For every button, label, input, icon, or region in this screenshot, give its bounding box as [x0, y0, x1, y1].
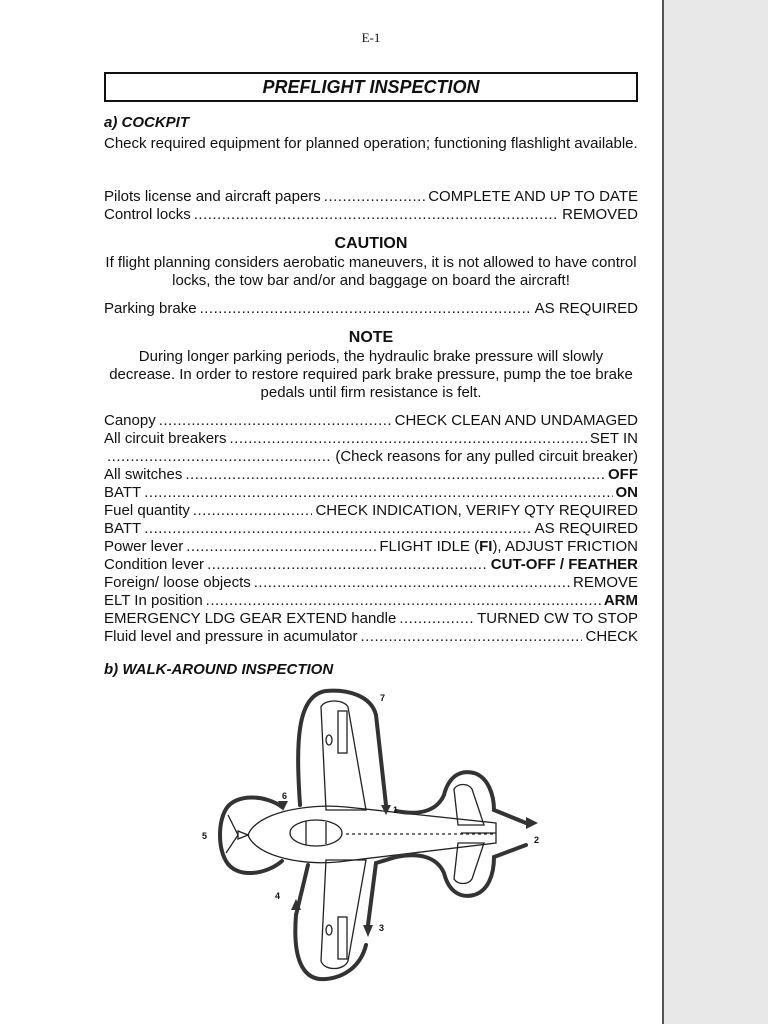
step-label-1: 1 — [393, 805, 399, 815]
caution-heading: CAUTION — [334, 235, 408, 252]
row-value: CUT-OFF / FEATHER — [490, 556, 638, 573]
side-panel — [662, 0, 768, 1024]
row-label: Fluid level and pressure in acumulator — [104, 628, 358, 645]
row-label: Control locks — [104, 206, 191, 223]
caution-text: If flight planning considers aerobatic maneuvers, it is not allowed to have control locks, the tow bar and/or and baggage on board the aircraft! — [105, 254, 637, 289]
row-label: All switches — [104, 466, 183, 483]
row-value: REMOVED — [562, 206, 638, 223]
checklist-row — [104, 556, 638, 574]
checklist-row — [104, 188, 638, 206]
row-value-part: ), ADJUST FRICTION — [492, 538, 638, 555]
checklist-row — [104, 484, 638, 502]
row-value: AS REQUIRED — [534, 520, 638, 537]
checklist-row — [104, 592, 638, 610]
step-label-2: 2 — [534, 835, 540, 845]
checklist-row — [104, 412, 638, 430]
step-label-3: 3 — [379, 923, 385, 933]
walkaround-diagram — [196, 685, 560, 985]
aircraft-outline — [226, 701, 496, 969]
checklist-row — [104, 300, 638, 318]
row-label: EMERGENCY LDG GEAR EXTEND handle — [104, 610, 397, 627]
checklist-row — [104, 502, 638, 520]
checklist-row — [104, 466, 638, 484]
cockpit-intro: Check required equipment for planned operation; functioning flashlight available. — [104, 135, 638, 152]
row-label: Pilots license and aircraft papers — [104, 188, 321, 205]
row-label: BATT — [104, 484, 142, 501]
row-value: ON — [615, 484, 638, 501]
checklist-row — [104, 448, 638, 466]
row-label: Power lever — [104, 538, 184, 555]
walkaround-arrowheads — [278, 801, 538, 937]
row-label: ELT In position — [104, 592, 203, 609]
row-label: Parking brake — [104, 300, 197, 317]
walkaround-heading: b) WALK-AROUND INSPECTION — [104, 661, 334, 678]
row-value: SET IN — [589, 430, 638, 447]
row-value-bold-part: FI — [479, 538, 493, 555]
checklist-row — [104, 610, 638, 628]
step-label-4: 4 — [275, 891, 281, 901]
row-label: Fuel quantity — [104, 502, 190, 519]
row-value: CHECK CLEAN AND UNDAMAGED — [394, 412, 638, 429]
checklist-row — [104, 430, 638, 448]
step-label-6: 6 — [282, 791, 288, 801]
row-value: COMPLETE AND UP TO DATE — [428, 188, 638, 205]
note-text: During longer parking periods, the hydraulic brake pressure will slowly decrease. In order to restore required park brake pressure, pump the toe brake pedals until firm resistance is felt. — [109, 348, 633, 401]
walkaround-path — [220, 691, 526, 980]
row-label: Foreign/ loose objects — [104, 574, 251, 591]
row-value — [379, 538, 638, 556]
row-label: BATT — [104, 520, 142, 537]
row-value: TURNED CW TO STOP — [477, 610, 638, 627]
cockpit-heading: a) COCKPIT — [104, 114, 190, 131]
row-label: Canopy — [104, 412, 156, 429]
note-heading: NOTE — [348, 329, 394, 346]
checklist-row — [104, 538, 638, 556]
row-value: AS REQUIRED — [534, 300, 638, 317]
row-value: OFF — [608, 466, 638, 483]
row-value: ARM — [603, 592, 638, 609]
checklist-row — [104, 628, 638, 646]
row-value: REMOVE — [572, 574, 638, 591]
checklist-row — [104, 574, 638, 592]
row-value: (Check reasons for any pulled circuit breaker) — [335, 448, 638, 465]
row-value: CHECK — [585, 628, 638, 645]
step-label-7: 7 — [380, 693, 386, 703]
row-value: CHECK INDICATION, VERIFY QTY REQUIRED — [315, 502, 638, 519]
checklist-row — [104, 520, 638, 538]
row-label: All circuit breakers — [104, 430, 227, 447]
page-title: PREFLIGHT INSPECTION — [104, 72, 638, 102]
page-number: E-1 — [361, 30, 381, 45]
row-value-part: FLIGHT IDLE ( — [379, 538, 480, 555]
checklist-row — [104, 206, 638, 224]
step-label-5: 5 — [202, 831, 208, 841]
row-label: Condition lever — [104, 556, 205, 573]
